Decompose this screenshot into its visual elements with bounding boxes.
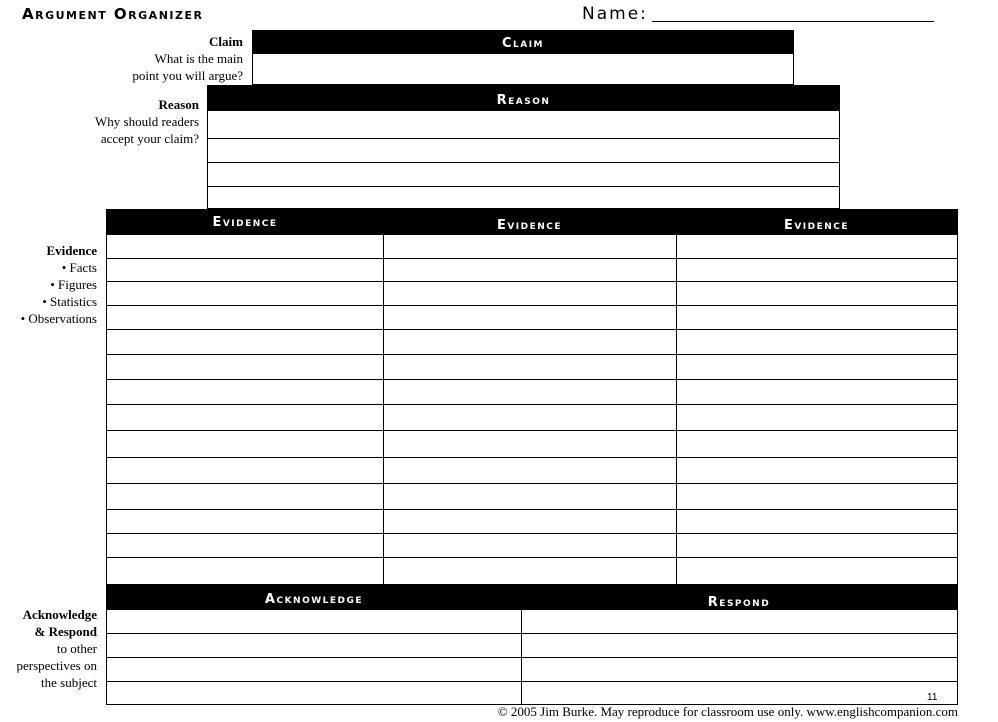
evidence-rule bbox=[107, 258, 957, 259]
evidence-bullet: • Observations bbox=[20, 311, 97, 326]
evidence-rule bbox=[107, 305, 957, 306]
evidence-rule bbox=[107, 379, 957, 380]
respond-header: Respond bbox=[707, 595, 771, 610]
evidence-side-label bbox=[21, 242, 97, 327]
reason-side-line2: accept your claim? bbox=[100, 131, 199, 146]
page-title: Argument Organizer bbox=[22, 5, 204, 23]
evidence-table bbox=[106, 209, 958, 585]
acknowledge-side-line1: to other bbox=[56, 641, 97, 656]
claim-header: Claim bbox=[253, 31, 793, 54]
evidence-side-heading: Evidence bbox=[46, 243, 97, 258]
reason-rule bbox=[208, 162, 839, 163]
claim-side-label bbox=[132, 33, 243, 84]
page-number: 11 bbox=[927, 692, 938, 703]
acknowledge-respond-table bbox=[106, 584, 958, 705]
name-field-line[interactable] bbox=[652, 21, 934, 22]
acknowledge-side-line2: perspectives on bbox=[16, 658, 97, 673]
evidence-rule bbox=[107, 354, 957, 355]
evidence-rule bbox=[107, 430, 957, 431]
reason-side-label bbox=[95, 96, 199, 147]
acknowledge-rule bbox=[107, 657, 957, 658]
reason-rule bbox=[208, 138, 839, 139]
acknowledge-side-label bbox=[16, 606, 97, 691]
acknowledge-rule bbox=[107, 633, 957, 634]
claim-side-line2: point you will argue? bbox=[132, 68, 243, 83]
evidence-rule bbox=[107, 483, 957, 484]
acknowledge-rule bbox=[107, 681, 957, 682]
evidence-rule bbox=[107, 404, 957, 405]
evidence-rule bbox=[107, 457, 957, 458]
evidence-rule bbox=[107, 281, 957, 282]
claim-write-area[interactable] bbox=[253, 54, 793, 84]
acknowledge-side-line3: the subject bbox=[41, 675, 97, 690]
acknowledge-side-heading2: & Respond bbox=[34, 624, 97, 639]
acknowledge-side-heading1: Acknowledge bbox=[22, 607, 97, 622]
acknowledge-header: Acknowledge bbox=[264, 592, 364, 607]
evidence-bullet: • Facts bbox=[61, 260, 97, 275]
evidence-write-area[interactable] bbox=[107, 235, 957, 584]
evidence-header-2: Evidence bbox=[496, 218, 563, 233]
evidence-bullet: • Figures bbox=[50, 277, 97, 292]
evidence-rule bbox=[107, 509, 957, 510]
evidence-header-1: Evidence bbox=[212, 215, 278, 230]
reason-side-heading: Reason bbox=[158, 97, 199, 112]
claim-side-heading: Claim bbox=[209, 34, 243, 49]
claim-box bbox=[252, 30, 794, 85]
copyright-footer: © 2005 Jim Burke. May reproduce for classroom use only. www.englishcompanion.com bbox=[497, 704, 958, 719]
reason-write-area[interactable] bbox=[208, 111, 839, 208]
evidence-rule bbox=[107, 329, 957, 330]
evidence-rule bbox=[107, 557, 957, 558]
evidence-header-3: Evidence bbox=[783, 218, 850, 233]
name-label: Name: bbox=[582, 4, 648, 24]
reason-header: Reason bbox=[208, 86, 839, 111]
acknowledge-write-area[interactable] bbox=[107, 610, 957, 704]
evidence-column-divider bbox=[676, 235, 677, 584]
evidence-column-divider bbox=[383, 235, 384, 584]
claim-side-line1: What is the main bbox=[154, 51, 243, 66]
evidence-bullet: • Statistics bbox=[42, 294, 97, 309]
reason-side-line1: Why should readers bbox=[95, 114, 199, 129]
evidence-rule bbox=[107, 533, 957, 534]
reason-rule bbox=[208, 186, 839, 187]
reason-box bbox=[207, 85, 840, 209]
